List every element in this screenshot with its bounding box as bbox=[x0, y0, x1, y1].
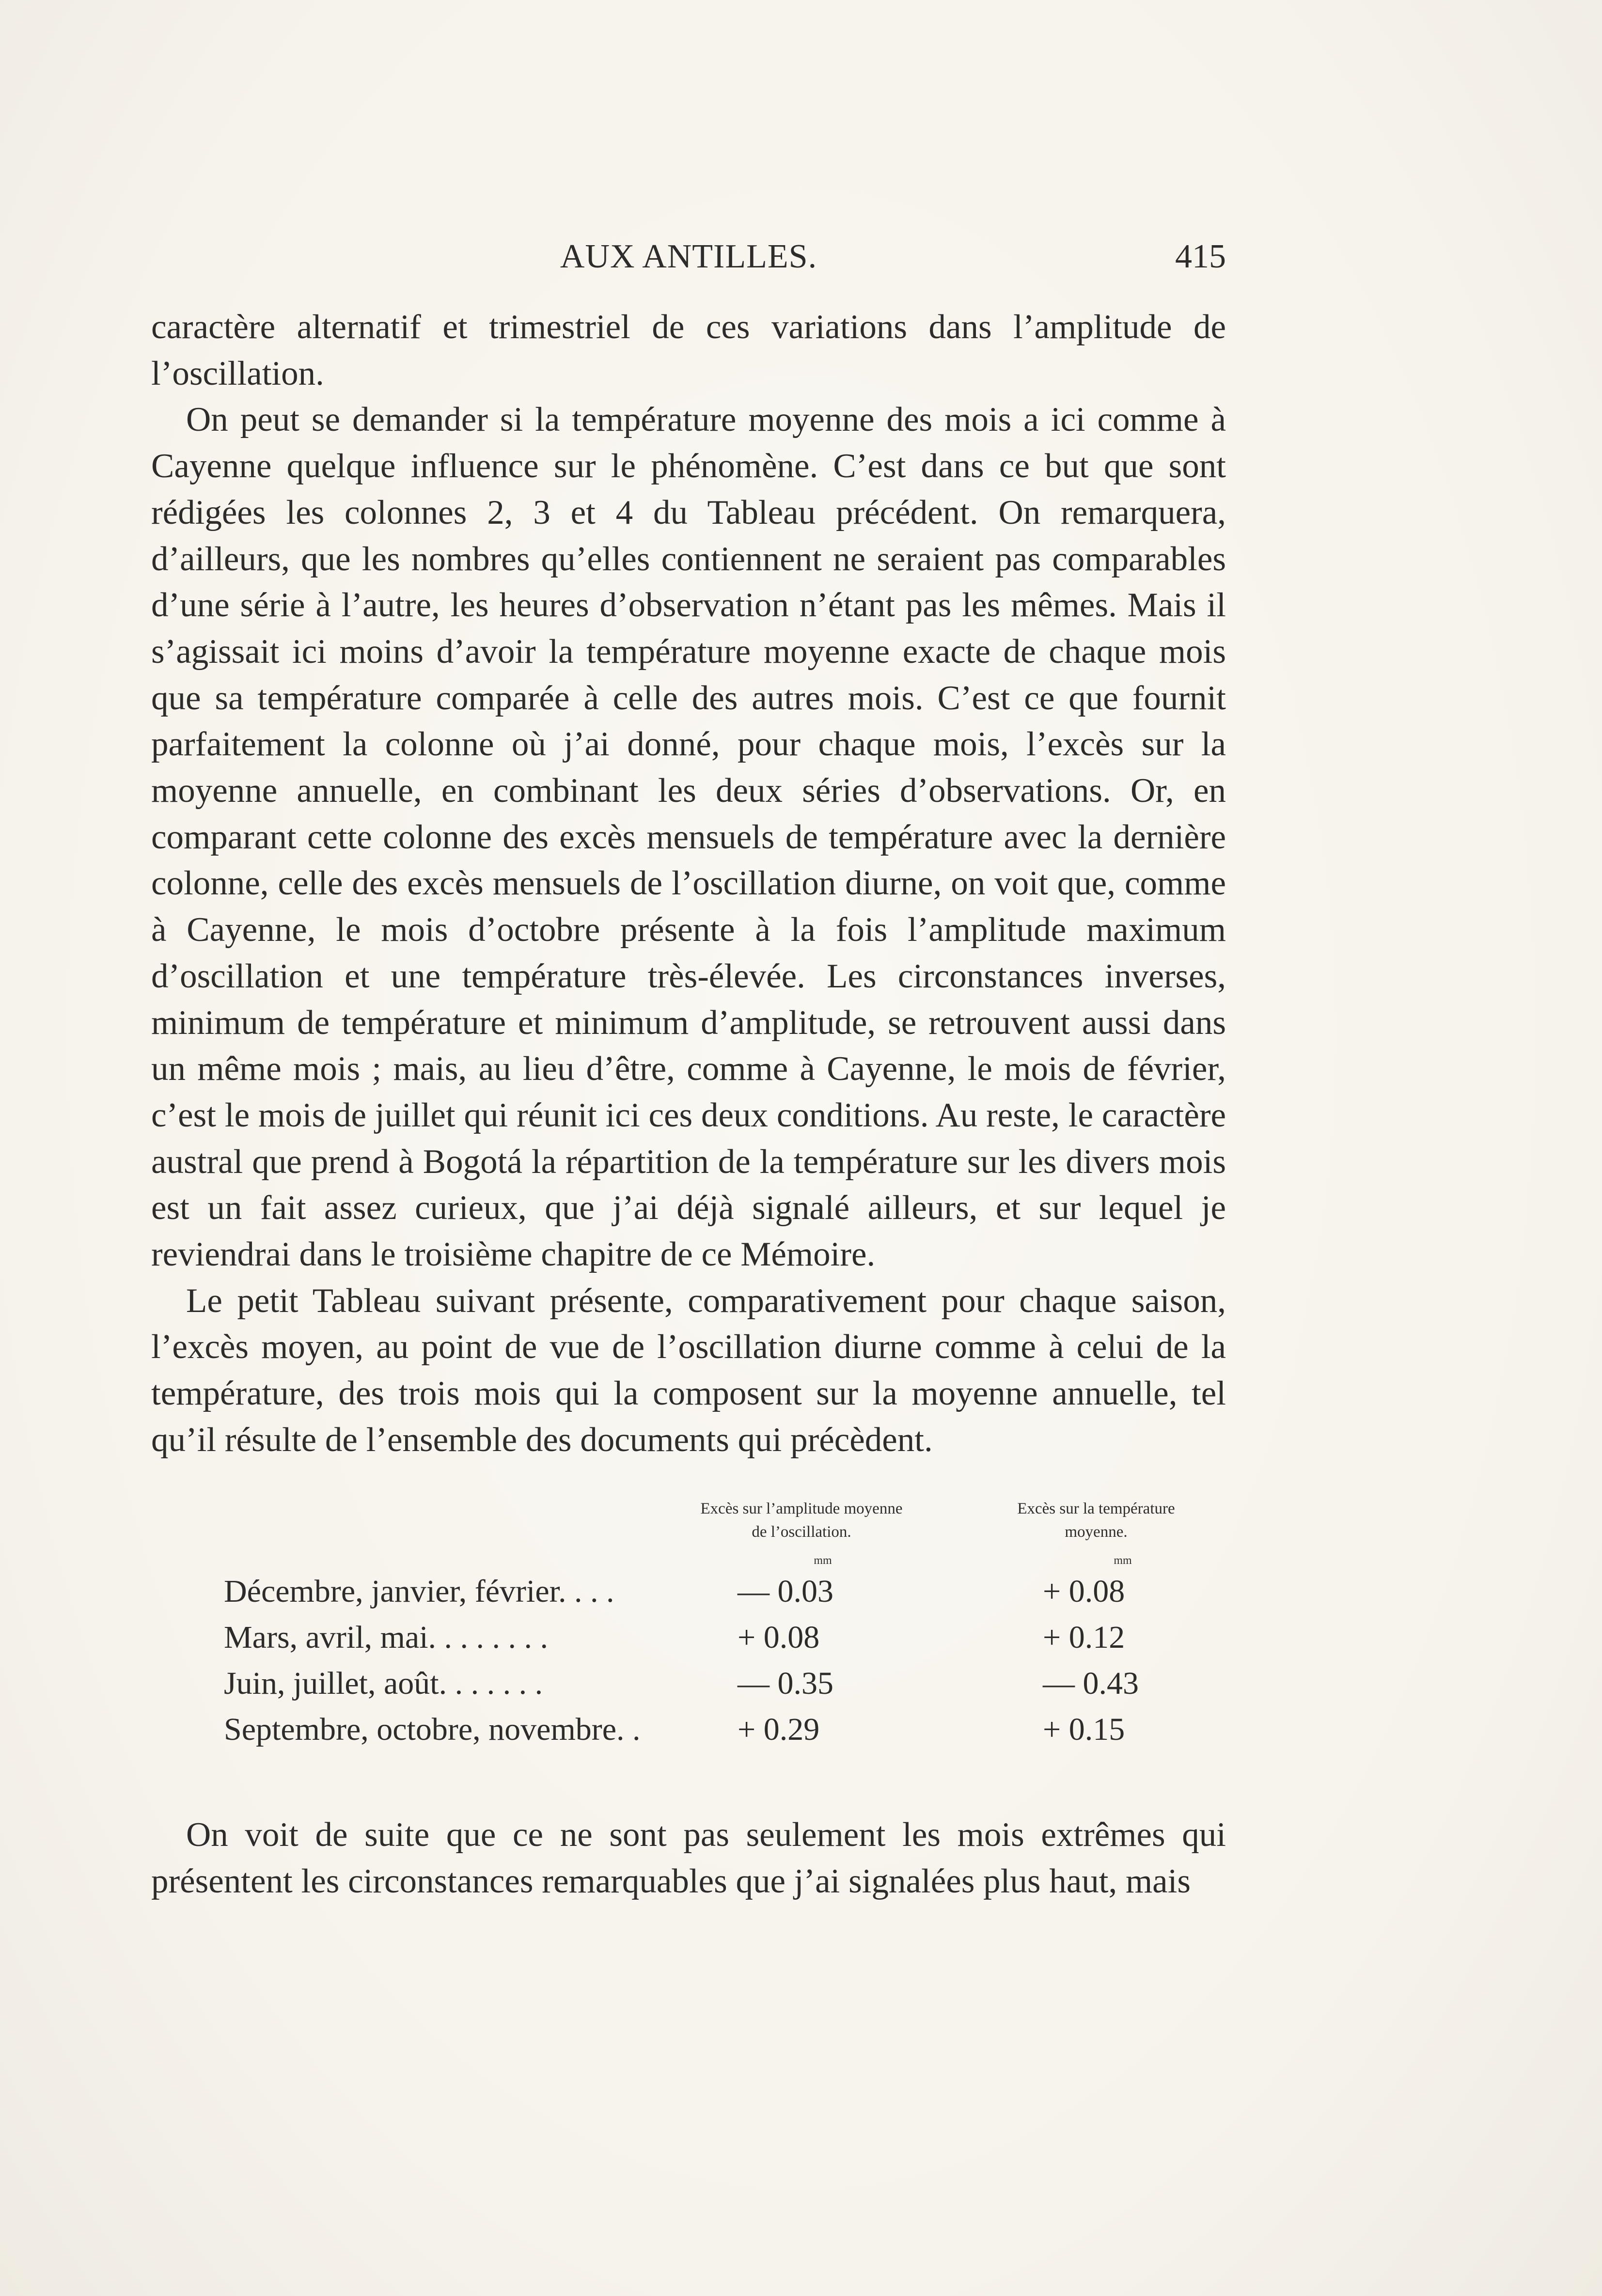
column-header-temperature-line1: Excès sur la température bbox=[1017, 1500, 1175, 1517]
running-title: AUX ANTILLES. bbox=[560, 238, 817, 275]
column-header-oscillation-line1: Excès sur l’amplitude moyenne bbox=[700, 1500, 903, 1517]
season-label: Mars, avril, mai. . . . . . . . bbox=[224, 1620, 549, 1655]
oscillation-value: — 0.03 bbox=[738, 1574, 833, 1609]
paragraph-temperature-influence: On peut se demander si la température moyenne des mois a ici comme à Cayenne quelque influence sur le phénomène. C’est dans ce but que sont rédigées les colonnes 2, 3 et 4 du Tableau précédent. On remarquera, d’ailleurs, que les nombres qu’elles contiennent ne seraient pas comparables d’une série à l’autre, les heures d’observation n’étant pas les mêmes. Mais il s’agissait ici moins d’avoir la température moyenne exacte de chaque mois que sa température comparée à celle des autres mois. C’est ce que fournit parfaitement la colonne où j’ai donné, pour chaque mois, l’excès sur la moyenne annuelle, en combinant les deux séries d’observations. Or, en comparant cette colonne des excès mensuels de température avec la dernière colonne, celle des excès mensuels de l’oscillation diurne, on voit que, comme à Cayenne, le mois d’octobre présente à la fois l’amplitude maximum d’oscillation et une température très-élevée. Les circonstances inverses, minimum de température et minimum d’amplitude, se retrouvent aussi dans un même mois ; mais, au lieu d’être, comme à Cayenne, le mois de février, c’est le mois de juillet qui réunit ici ces deux conditions. Au reste, le caractère austral que prend à Bogotá la répartition de la température sur les divers mois est un fait assez curieux, que j’ai déjà signalé ailleurs, et sur lequel je reviendrai dans le troisième chapitre de ce Mémoire. bbox=[151, 401, 1226, 1274]
column-header-oscillation-line2: de l’oscillation. bbox=[752, 1523, 851, 1541]
temperature-value: — 0.43 bbox=[1043, 1666, 1139, 1701]
unit-oscillation: mm bbox=[814, 1554, 832, 1567]
season-label: Décembre, janvier, février. . . . bbox=[224, 1574, 614, 1609]
column-header-temperature bbox=[994, 1497, 1198, 1544]
table-row bbox=[151, 1616, 1226, 1659]
column-header-temperature-line2: moyenne. bbox=[1065, 1523, 1128, 1541]
oscillation-value: + 0.08 bbox=[738, 1620, 820, 1655]
page-number: 415 bbox=[1175, 238, 1226, 275]
table-row bbox=[151, 1662, 1226, 1705]
temperature-value: + 0.12 bbox=[1043, 1620, 1125, 1655]
season-excess-table bbox=[151, 1497, 1226, 1759]
oscillation-value: — 0.35 bbox=[738, 1666, 833, 1701]
table-row bbox=[151, 1570, 1226, 1613]
body-text bbox=[151, 304, 1226, 1464]
season-label: Septembre, octobre, novembre. . bbox=[224, 1712, 641, 1747]
temperature-value: + 0.15 bbox=[1043, 1712, 1125, 1747]
paragraph-continuation: caractère alternatif et trimestriel de ces variations dans l’amplitude de l’oscillation. bbox=[151, 308, 1226, 392]
season-label: Juin, juillet, août. . . . . . . bbox=[224, 1666, 543, 1701]
unit-temperature: mm bbox=[1114, 1554, 1132, 1567]
temperature-value: + 0.08 bbox=[1043, 1574, 1125, 1609]
table-row bbox=[151, 1708, 1226, 1751]
column-header-oscillation bbox=[675, 1497, 927, 1544]
paragraph-closing: On voit de suite que ce ne sont pas seulement les mois extrêmes qui présentent les circonstances remarquables que j’ai signalées plus haut, mais bbox=[151, 1816, 1226, 1900]
oscillation-value: + 0.29 bbox=[738, 1712, 820, 1747]
paragraph-table-intro: Le petit Tableau suivant présente, comparativement pour chaque saison, l’excès moyen, au point de vue de l’oscillation diurne comme à celui de la température, des trois mois qui la composent sur la moyenne annuelle, tel qu’il résulte de l’ensemble des documents qui précèdent. bbox=[151, 1281, 1226, 1459]
page-header bbox=[151, 237, 1226, 286]
closing-text bbox=[151, 1812, 1226, 1905]
